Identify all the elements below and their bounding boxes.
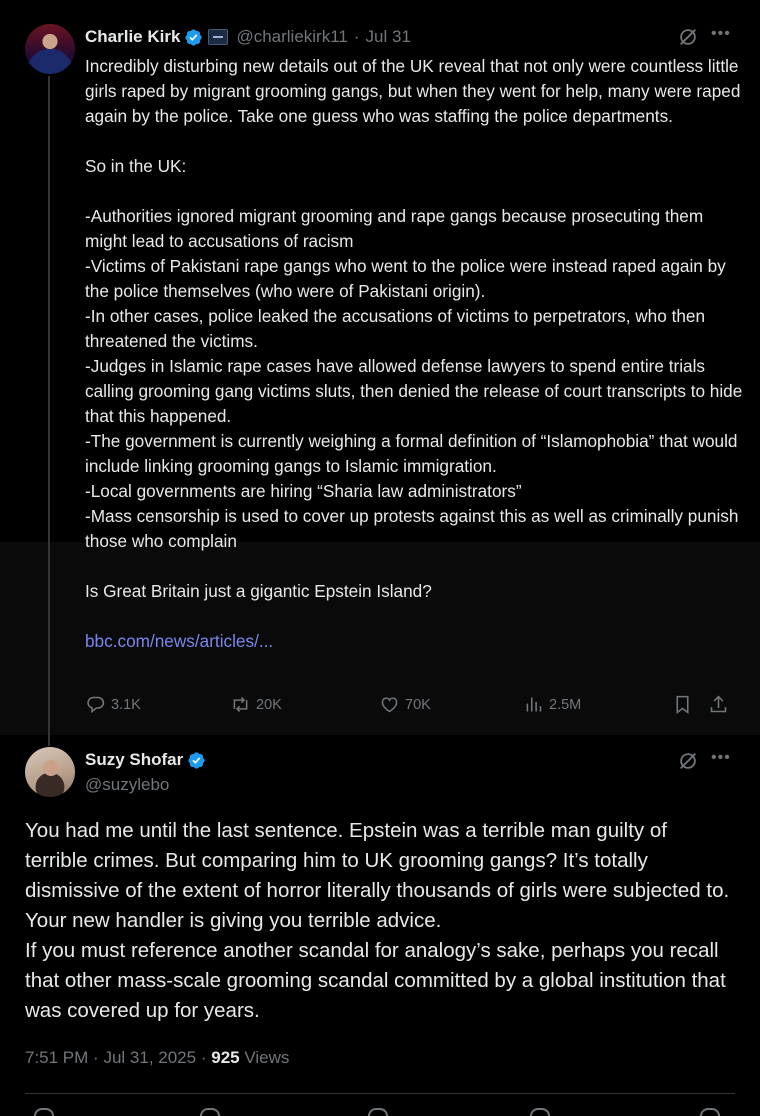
share-icon[interactable] — [700, 1108, 720, 1116]
reply-icon[interactable] — [34, 1108, 54, 1116]
reply-count: 3.1K — [111, 696, 141, 713]
reply-header — [85, 750, 206, 770]
tweet-paragraph: Is Great Britain just a gigantic Epstein Island? — [85, 581, 432, 601]
tweet-paragraph: So in the UK: — [85, 156, 187, 176]
more-icon[interactable]: ••• — [711, 749, 731, 766]
repost-icon — [230, 694, 251, 715]
repost-count: 20K — [256, 696, 282, 713]
bookmark-button[interactable] — [672, 694, 693, 715]
grok-icon[interactable] — [677, 26, 699, 48]
author-handle[interactable]: @charliekirk11 — [236, 27, 348, 46]
views-icon — [523, 694, 544, 715]
verified-badge-icon[interactable] — [184, 28, 203, 47]
meta-separator: · — [200, 1048, 207, 1067]
views-number: 925 — [211, 1048, 240, 1067]
article-link[interactable]: bbc.com/news/articles/... — [85, 631, 274, 651]
tweet-paragraph: Incredibly disturbing new details out of the UK reveal that not only were countless little girls raped by migrant grooming gangs, but when they went for help, many were raped again by the police. Take one guess who was staffing the police departments. — [85, 56, 746, 126]
bookmark-icon[interactable] — [530, 1108, 550, 1116]
reply-actions-partial — [0, 1108, 760, 1116]
repost-icon[interactable] — [200, 1108, 220, 1116]
author-name[interactable]: Charlie Kirk — [85, 27, 181, 46]
tweet-full-date[interactable]: Jul 31, 2025 — [103, 1048, 197, 1067]
avatar[interactable] — [25, 747, 75, 797]
like-icon — [379, 694, 400, 715]
tweet-time[interactable]: 7:51 PM — [25, 1048, 89, 1067]
share-icon — [708, 694, 729, 715]
thread-connector-line — [48, 76, 50, 746]
more-icon[interactable]: ••• — [711, 25, 731, 42]
reply-body — [25, 816, 735, 1026]
views-label: Views — [244, 1048, 290, 1067]
tweet-meta — [25, 1048, 289, 1068]
divider — [25, 1093, 735, 1094]
avatar[interactable] — [25, 24, 75, 74]
author-name[interactable]: Suzy Shofar — [85, 750, 184, 769]
like-icon[interactable] — [368, 1108, 388, 1116]
reply-button[interactable] — [85, 694, 141, 715]
tweet-date[interactable]: Jul 31 — [365, 27, 411, 46]
bookmark-icon — [672, 694, 693, 715]
verified-badge-icon[interactable] — [187, 751, 206, 770]
header-separator: · — [353, 27, 360, 46]
author-handle[interactable]: @suzylebo — [85, 775, 170, 794]
tweet-actions — [85, 694, 735, 720]
meta-separator: · — [93, 1048, 99, 1067]
tweet-body — [85, 54, 745, 654]
views-count: 2.5M — [549, 696, 582, 713]
grok-icon[interactable] — [677, 750, 699, 772]
reply-icon — [85, 694, 106, 715]
tweet-paragraph: -Authorities ignored migrant grooming and rape gangs because prosecuting them might lead to accusations of racism -Victims of Pakistani rape gangs who went to the police were instead raped again by the police themselves (who were of Pakistani origin). -In other cases, police leaked the accusations of victims to perpetrators, who then threatened the victims. -Judges in Islamic rape cases have allowed defense lawyers to spend entire trials calling grooming gang victims sluts, then denied the release of court transcripts to hide that this happened. -The government is currently weighing a formal definition of “Islamophobia” that would include linking grooming gangs to Islamic immigration. -Local governments are hiring “Sharia law administrators” -Mass censorship is used to cover up protests against this as well as criminally punish those who complain — [85, 206, 743, 551]
like-button[interactable] — [379, 694, 431, 715]
affiliation-badge-icon[interactable] — [208, 29, 228, 45]
parent-tweet-header — [85, 26, 411, 48]
share-button[interactable] — [708, 694, 729, 715]
repost-button[interactable] — [230, 694, 282, 715]
like-count: 70K — [405, 696, 431, 713]
views-button[interactable] — [523, 694, 581, 715]
reply-paragraph: You had me until the last sentence. Epstein was a terrible man guilty of terrible crimes. But comparing him to UK grooming gangs? It’s totally dismissive of the extent of horror literally thousands of girls were subjected to. Your new handler is giving you terrible advice. If you must reference another scandal for analogy’s sake, perhaps you recall that other mass-scale grooming scandal committed by a global institution that was covered up for years. — [25, 819, 730, 1022]
